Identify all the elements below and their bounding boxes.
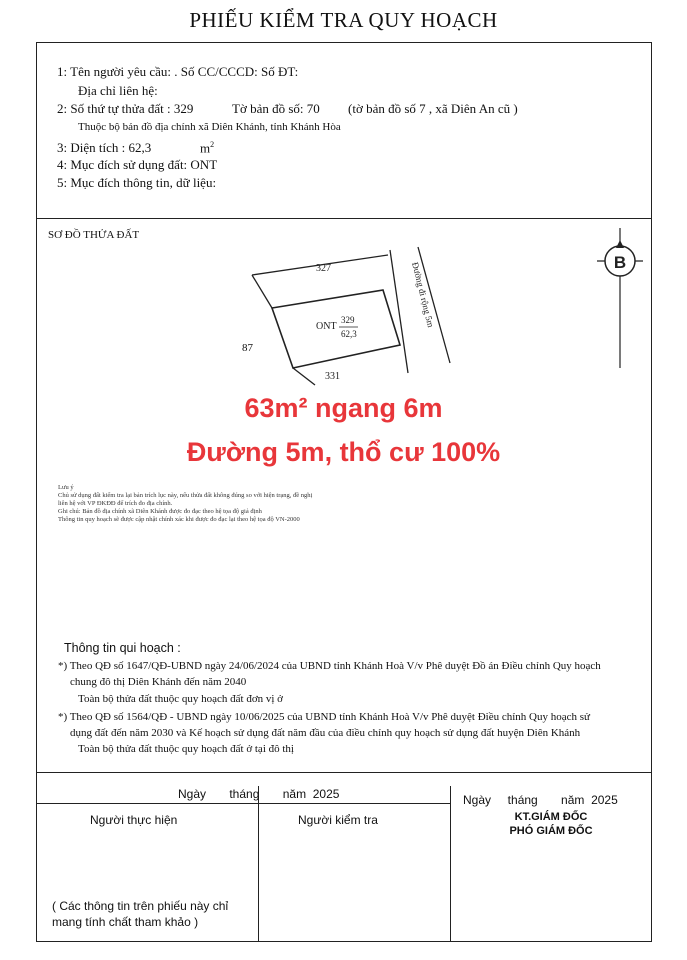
old-map-sheet: (tờ bản đồ số 7 , xã Diên An cũ ): [348, 101, 518, 116]
planning-item2-line3: Toàn bộ thửa đất thuộc quy hoạch đất ở tại đô thị: [78, 743, 294, 755]
parcel-number-label: 329: [341, 315, 355, 325]
info-divider: [36, 218, 652, 219]
notes-line-3: Ghi chú: Bản đồ địa chính xã Diên Khánh được đo đạc theo hệ tọa độ giả định: [58, 508, 262, 515]
signature-divider-1: [258, 786, 259, 942]
parcel-north-label: 327: [316, 263, 331, 274]
performer-label: Người thực hiện: [90, 813, 178, 827]
parcel-south-label: 331: [325, 371, 340, 382]
cadastral-note: Thuộc bộ bản đồ địa chính xã Diên Khánh, tỉnh Khánh Hòa: [78, 121, 341, 133]
overlay-area-width: 63m² ngang 6m: [244, 393, 443, 423]
parcel-number: 2: Số thứ tự thửa đất : 329: [57, 101, 194, 116]
planning-item2-line1: *) Theo QĐ số 1564/QĐ - UBND ngày 10/06/2025 của UBND tỉnh Khánh Hoà V/v Phê duyệt Điều chỉnh Quy hoạch sử: [58, 711, 590, 723]
address-line: Địa chỉ liên hệ:: [78, 83, 158, 98]
page-title: PHIẾU KIỂM TRA QUY HOẠCH: [189, 8, 498, 32]
planning-bottom-divider: [36, 772, 652, 773]
planning-item1-line3: Toàn bộ thửa đất thuộc quy hoạch đất đơn vị ở: [78, 693, 284, 705]
frame-bottom-border: [36, 941, 652, 942]
parcel-west-label: 87: [242, 342, 253, 354]
boundary-west-upper: [252, 275, 272, 308]
boundary-south-west: [293, 368, 315, 385]
requester-line: 1: Tên người yêu cầu: . Số CC/CCCD: Số ĐT:: [57, 64, 299, 79]
area-line: 3: Diện tích : 62,3: [57, 140, 152, 155]
signature-divider-2: [450, 786, 451, 942]
land-use-line: 4: Mục đích sử dụng đất: ONT: [57, 157, 218, 172]
planning-heading: Thông tin qui hoạch :: [64, 641, 181, 655]
parcel-type-label: ONT: [316, 321, 337, 332]
notes-heading: Lưu ý: [58, 484, 74, 491]
notes-line-1: Chủ sử dụng đất kiểm tra lại bản trích lục này, nếu thửa đất không đúng so với hiện trạng, đề nghị: [58, 492, 313, 499]
map-section-label: SƠ ĐỒ THỬA ĐẤT: [48, 229, 140, 241]
date-left: Ngày tháng năm 2025: [178, 787, 340, 801]
frame-left-border: [36, 42, 37, 942]
checker-label: Người kiểm tra: [298, 813, 378, 827]
director-line-1: KT.GIÁM ĐỐC: [514, 811, 588, 823]
frame-top-border: [36, 42, 652, 43]
director-line-2: PHÓ GIÁM ĐỐC: [509, 825, 593, 837]
date-row-divider: [36, 803, 450, 804]
frame-right-border: [651, 42, 652, 942]
overlay-road-residential: Đường 5m, thổ cư 100%: [186, 437, 501, 467]
notes-line-4: Thông tin quy hoạch sẽ được cập nhật chính xác khi được đo đạc lại theo hệ tọa độ VN-2000: [58, 516, 300, 523]
notes-line-2: liên hệ với VP ĐKĐĐ để trích đo địa chính.: [58, 500, 173, 507]
date-right: Ngày tháng năm 2025: [463, 793, 618, 807]
planning-item2-line2: dụng đất đến năm 2030 và Kế hoạch sử dụng đất năm đầu của điều chỉnh quy hoạch sử dụng đất huyện Diên Khánh: [70, 727, 581, 739]
road-edge-inner: [390, 250, 408, 373]
north-symbol: B: [613, 253, 627, 272]
parcel-diagram: [230, 245, 470, 390]
planning-item1-line1: *) Theo QĐ số 1647/QĐ-UBND ngày 24/06/2024 của UBND tỉnh Khánh Hoà V/v Phê duyệt Đồ án Điều chỉnh Quy hoạch: [58, 660, 601, 672]
disclaimer-line-1: ( Các thông tin trên phiếu này chỉ: [52, 899, 229, 913]
north-arrow-tip: [616, 240, 624, 248]
map-sheet: Tờ bản đồ số: 70: [232, 101, 320, 116]
north-arrow-compass: [595, 228, 645, 368]
planning-item1-line2: chung đô thị Diên Khánh đến năm 2040: [70, 676, 247, 688]
road-label: Đường đi rộng 5m: [410, 261, 436, 329]
disclaimer-line-2: mang tính chất tham khảo ): [52, 915, 199, 929]
area-unit: $m^2$: [200, 140, 215, 156]
info-purpose-line: 5: Mục đích thông tin, dữ liệu:: [57, 175, 217, 190]
parcel-area-label: 62,3: [341, 329, 357, 339]
